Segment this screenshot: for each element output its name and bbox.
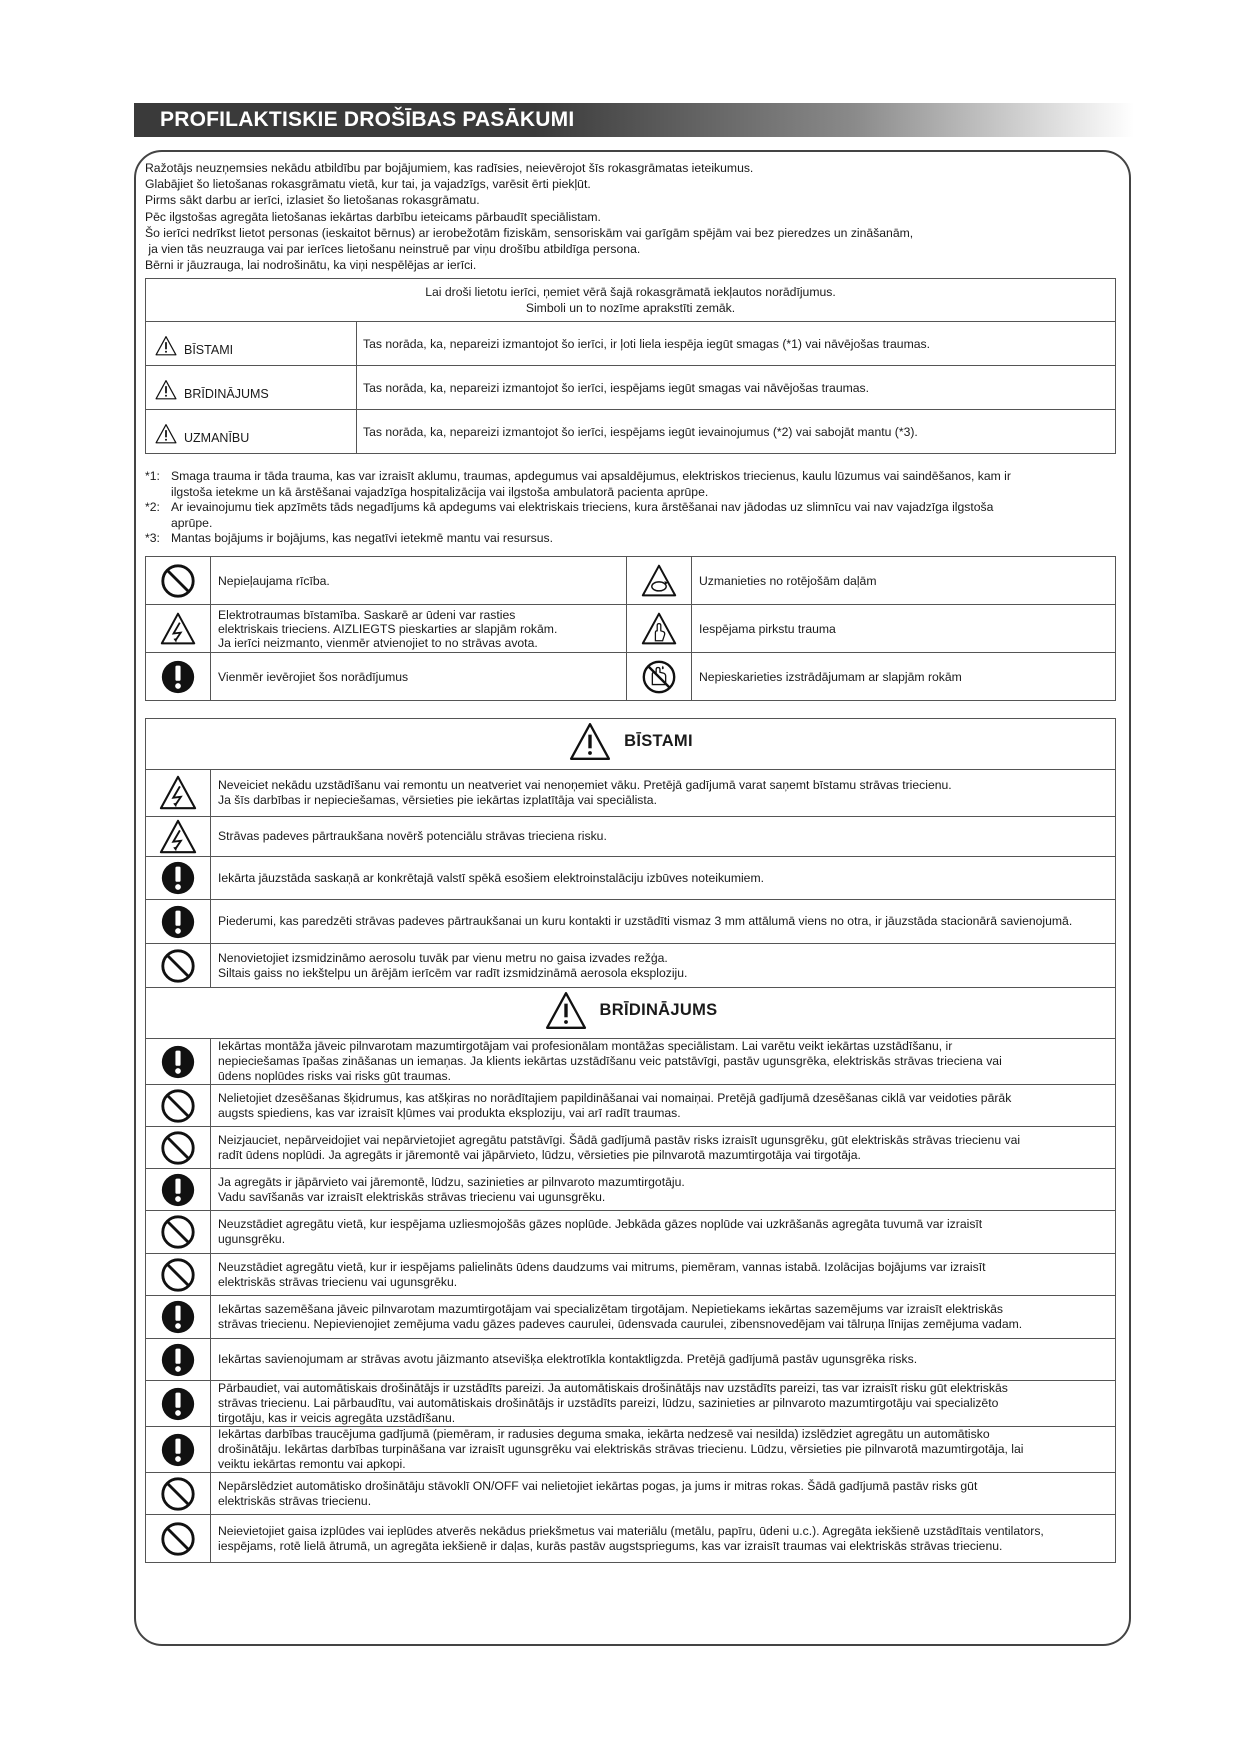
hazard-text-line: strāvas triecienu. Lai pārbaudītu, vai automātiskais drošinātājs ir uzstādīts pareizi, lūdzu, sazinieties ar pilnvaroto mazumtirgotāju vai specializēto [218,1396,999,1410]
mandatory-icon [159,1298,197,1336]
hazard-row [146,1254,1116,1296]
finger-injury-icon [640,611,678,647]
hazard-text-line: Iekārtas savienojumam ar strāvas avotu jāizmanto atsevišķa elektrotīkla kontaktligzda. Pretējā gadījumā pastāv ugunsgrēka risks. [218,1352,918,1366]
footnote-key: *3: [145,531,160,545]
warning-triangle-icon [568,721,612,763]
hazard-row [146,1473,1116,1515]
hazard-icon-cell [146,900,211,944]
hazard-icon-cell [146,1427,211,1473]
hazard-icon-cell [146,770,211,817]
hazard-text [211,1127,1116,1169]
hazard-row [146,770,1116,817]
hazard-text-line: Iekārtas montāža jāveic pilnvarotam mazumtirgotājam vai profesionālam montāžas speciālistam. Lai varētu veikt iekārtas uzstādīšanu, ir [218,1039,953,1053]
hazard-text-line: Pārbaudiet, vai automātiskais drošinātājs ir uzstādīts pareizi. Ja automātiskais drošinātājs nav uzstādīts pareizi, tas var izraisīt risku gūt elektriskās [218,1381,1008,1395]
hazard-text-line: Vadu savīšanās var izraisīt elektriskās strāvas triecienu vai ugunsgrēku. [218,1189,606,1204]
hazard-text-line: Ja agregāts ir jāpārvieto vai jāremontē, lūdzu, sazinieties ar pilnvaroto mazumtirgotāju. [218,1174,685,1189]
hazard-icon-cell [146,817,211,857]
hazard-icon-cell [146,1339,211,1381]
hazard-text-line: Ja šīs darbības ir nepieciešamas, vērsieties pie iekārtas izplatītāja vai speciālista. [218,793,657,807]
hazard-icon-cell [146,1296,211,1339]
intro-line: Pirms sākt darbu ar ierīci, izlasiet šo lietošanas rokasgrāmatu. [145,193,480,208]
hazard-icon-cell [146,1085,211,1127]
hazard-text-line: nepieciešamas īpašas zināšanas un iemaņas. Ja klients iekārtas uzstādīšanu veic patstāvīgi, pastāv ugunsgrēka, elektriskās strāvas trieciena vai [218,1054,1002,1068]
footnote-key: *2: [145,500,160,514]
hazard-icon-cell [146,857,211,900]
hazard-text [211,770,1116,817]
symbol-cell [627,605,692,653]
hazard-row [146,900,1116,944]
legend-header [146,279,1116,322]
mandatory-icon [159,1043,197,1081]
intro-line: Bērni ir jāuzrauga, lai nodrošinātu, ka viņi nespēlējas ar ierīci. [145,258,477,273]
warning-heading [146,988,1116,1039]
hazard-text-line: elektriskās strāvas triecienu. [218,1493,372,1508]
symbol-cell [146,557,211,605]
hazard-text-line: Nenovietojiet izsmidzināmo aerosolu tuvāk par vienu metru no gaisa izvades režģa. [218,950,668,965]
signal-word-legend [145,278,1116,454]
footnote-text: Mantas bojājums ir bojājums, kas negatīvi ietekmē mantu vai resursus. [171,531,554,545]
hazard-text-line: Neuzstādiet agregātu vietā, kur iespējama uzliesmojošās gāzes noplūde. Jebkāda gāzes noplūde vai uzkrāšanās agregāta tuvumā var izraisīt [218,1217,983,1231]
hazard-text-line: elektriskās strāvas triecienu vai ugunsgrēku. [218,1274,458,1289]
symbol-text: Nepieskarieties izstrādājumam ar slapjām rokām [692,653,1116,701]
symbol-text: Uzmanieties no rotējošām daļām [692,557,1116,605]
prohibited-icon [159,562,197,600]
danger-heading [146,719,1116,770]
warning-triangle-icon [154,423,178,445]
rotating-parts-icon [640,563,678,599]
prohibited-icon [159,1256,197,1294]
symbol-text [211,605,627,653]
hazard-text-line: radīt ūdens noplūdi. Ja agregāts ir jāremontē vai jāpārvieto, lūdzu, vērsieties pie pilnvarotā mazumtirgotāja vai tirgotāja. [218,1147,861,1162]
hazard-text [211,1473,1116,1515]
mandatory-icon [159,859,197,897]
mandatory-icon [159,658,197,696]
hazard-text-line: Iekārtas sazemēšana jāveic pilnvarotam mazumtirgotājam vai specializētam tirgotājam. Nepietiekams iekārtas sazemējums var izraisīt elektriskās [218,1302,1004,1316]
section-title-bar [134,103,1134,137]
hazard-row [146,1339,1116,1381]
intro-line: Pēc ilgstošas agregāta lietošanas iekārtas darbību ieteicams pārbaudīt speciālistam. [145,209,601,224]
mandatory-icon [159,1341,197,1379]
hazard-text [211,1339,1116,1381]
hazard-text-line: drošinātāju. Iekārtas darbības turpināšana var izraisīt ugunsgrēku vai elektriskās strāvas triecienu. Lūdzu, vērsieties pie pilnvarotā mazumtirgotāja, lai [218,1442,1024,1456]
danger-heading-text: BĪSTAMI [624,732,693,750]
hazard-text [211,1296,1116,1339]
symbol-cell [627,557,692,605]
legend-label-text: BRĪDINĀJUMS [184,387,269,401]
hazard-text [211,1515,1116,1563]
symbol-text: Nepieļaujama rīcība. [211,557,627,605]
hazard-text-line: Neievietojiet gaisa izplūdes vai ieplūdes atverēs nekādus priekšmetus vai materiālu (metālu, papīru, ūdeni u.c.). Agregāta iekšienē uzstādītais ventilators, [218,1523,1044,1538]
symbol-text: Iespējama pirkstu trauma [692,605,1116,653]
legend-label-text: UZMANĪBU [184,431,250,445]
footnote [145,531,1120,547]
hazard-row [146,1127,1116,1169]
prohibited-icon [159,947,197,985]
hazard-row [146,1296,1116,1339]
prohibited-icon [159,1475,197,1513]
hazard-text-line: Piederumi, kas paredzēti strāvas padeves pārtraukšanai un kuru kontakti ir uzstādīti vismaz 3 mm attālumā viens no otra, ir jāuzstāda stacionārā savienojumā. [218,914,1073,928]
symbol-text: Vienmēr ievērojiet šos norādījumus [211,653,627,701]
footnote-text: aprūpe. [171,515,213,530]
intro-text [145,160,1105,273]
footnote [145,500,1120,531]
hazard-text [211,944,1116,988]
hazard-text-line: Iekārtas darbības traucējuma gadījumā (piemēram, ir radusies deguma smaka, iekārta nedzesē vai nesilda) izslēdziet agregātu un automātisko [218,1427,990,1441]
hazard-icon-cell [146,944,211,988]
hazard-row [146,817,1116,857]
intro-line: Šo ierīci nedrīkst lietot personas (ieskaitot bērnus) ar ierobežotām fiziskām, sensoriskām vai garīgām spējām vai bez pieredzes un zināšanām, [145,225,914,240]
legend-label-warning [146,366,357,410]
electric-shock-icon [159,774,197,812]
hazard-text-line: strāvas triecienu. Nepievienojiet zemējuma vadu gāzes padeves caurulei, ūdensvada caurulei, zibensnovedējam vai tālruņa līnijas zemējuma vadam. [218,1317,1023,1331]
page-title: PROFILAKTISKIE DROŠĪBAS PASĀKUMI [160,108,575,131]
warning-triangle-icon [154,335,178,357]
hazard-text [211,1427,1116,1473]
hazard-row [146,1427,1116,1473]
hazard-text-line: iespējams, rotē lielā ātrumā, un agregāta iekšienē ir daļas, kurās pastāv augstspriegums, kas var izraisīt traumas vai elektriskās strāvas triecienu. [218,1538,1003,1553]
legend-label-text: BĪSTAMI [184,343,234,357]
footnote-key: *1: [145,469,160,483]
symbol-cell [146,653,211,701]
hazard-text-line: Neizjauciet, nepārveidojiet vai nepārvietojiet agregātu patstāvīgi. Šādā gadījumā pastāv risks izraisīt ugunsgrēku, gūt elektriskās strāvas triecienu vai [218,1132,1021,1147]
legend-desc: Tas norāda, ka, nepareizi izmantojot šo ierīci, ir ļoti liela iespēja iegūt smagas (*1) vai nāvējošas traumas. [357,322,1116,366]
hazard-text [211,857,1116,900]
prohibited-icon [159,1520,197,1558]
hazard-row [146,944,1116,988]
symbol-cell [627,653,692,701]
legend-header-line: Simboli un to nozīme aprakstīti zemāk. [525,301,736,315]
legend-desc: Tas norāda, ka, nepareizi izmantojot šo ierīci, iespējams iegūt ievainojumus (*2) vai sabojāt mantu (*3). [357,410,1116,454]
mandatory-icon [159,903,197,941]
hazard-text-line: Nelietojiet dzesēšanas šķidrumus, kas atšķiras no norādītajiem papildināšanai vai nomaiņai. Pretējā gadījumā dzesēšanas ciklā var veidoties pārāk [218,1090,1012,1105]
hazard-row [146,1515,1116,1563]
symbol-text-line: Elektrotraumas bīstamība. Saskarē ar ūdeni var rasties [218,607,516,622]
hazard-icon-cell [146,1254,211,1296]
hazard-row [146,1381,1116,1427]
footnote-text: Smaga trauma ir tāda trauma, kas var izraisīt aklumu, traumas, apdegumus vai apsaldējumus, elektriskos triecienus, kaulu lūzumus vai saindēšanos, kam ir [171,469,1011,483]
hazard-table [145,718,1116,1563]
legend-header-line: Lai droši lietotu ierīci, ņemiet vērā šajā rokasgrāmatā iekļautos norādījumus. [425,285,836,299]
intro-line: Glabājiet šo lietošanas rokasgrāmatu vietā, kur tai, ja vajadzīgs, varēsit ērti piekļūt. [145,177,591,192]
electric-shock-icon [159,818,197,856]
mandatory-icon [159,1385,197,1423]
hazard-text-line: veiktu iekārtas remontu vai apkopi. [218,1457,406,1471]
hazard-text [211,1211,1116,1254]
hazard-icon-cell [146,1381,211,1427]
hazard-icon-cell [146,1515,211,1563]
symbol-text-line: Ja ierīci neizmanto, vienmēr atvienojiet to no strāvas avota. [218,635,538,650]
mandatory-icon [159,1171,197,1209]
footnote-text: Ar ievainojumu tiek apzīmēts tāds negadījums kā apdegums vai elektriskais trieciens, kura ārstēšanai nav jādodas uz slimnīcu vai nav vajadzīga ilgstoša [171,500,994,514]
prohibited-icon [159,1087,197,1125]
hazard-row [146,1169,1116,1211]
symbol-text-line: elektriskais trieciens. AIZLIEGTS pieskarties ar slapjām rokām. [218,621,558,636]
legend-label-caution [146,410,357,454]
intro-line: Ražotājs neuzņemsies nekādu atbildību par bojājumiem, kas radīsies, neievērojot šīs rokasgrāmatas ieteikumus. [145,161,754,175]
hazard-row [146,1039,1116,1085]
footnote [145,469,1120,500]
hazard-text [211,817,1116,857]
no-wet-hands-icon [640,658,678,696]
hazard-row [146,1211,1116,1254]
legend-desc: Tas norāda, ka, nepareizi izmantojot šo ierīci, iespējams iegūt smagas vai nāvējošas traumas. [357,366,1116,410]
hazard-text [211,1169,1116,1211]
footnotes [145,469,1120,547]
footnote-text: ilgstoša ietekme un kā ārstēšanai vajadzīga hospitalizācija vai ilgstoša ambulatorā pacienta aprūpe. [171,484,709,499]
warning-triangle-icon [154,379,178,401]
hazard-text [211,1381,1116,1427]
legend-label-danger [146,322,357,366]
hazard-row [146,857,1116,900]
hazard-text-line: augsts spiediens, kas var izraisīt kļūmes vai produkta eksploziju, vai arī radīt traumas. [218,1105,681,1120]
hazard-icon-cell [146,1039,211,1085]
hazard-text-line: Neuzstādiet agregātu vietā, kur ir iespējams palielināts ūdens daudzums vai mitrums, piemēram, vannas istabā. Izolācijas bojājums var izraisīt [218,1259,986,1274]
warning-heading-text: BRĪDINĀJUMS [599,1001,718,1019]
hazard-row [146,1085,1116,1127]
hazard-text-line: Strāvas padeves pārtraukšana novērš potenciālu strāvas trieciena risku. [218,829,607,843]
hazard-text-line: ūdens noplūdes risks vai risks gūt traumas. [218,1069,452,1083]
hazard-text-line: ugunsgrēku. [218,1232,286,1246]
hazard-text [211,1039,1116,1085]
electric-shock-icon [159,611,197,647]
hazard-icon-cell [146,1473,211,1515]
mandatory-icon [159,1431,197,1469]
symbol-legend [145,556,1116,701]
prohibited-icon [159,1129,197,1167]
hazard-icon-cell [146,1169,211,1211]
hazard-text [211,900,1116,944]
hazard-icon-cell [146,1211,211,1254]
hazard-text [211,1254,1116,1296]
symbol-cell [146,605,211,653]
hazard-text-line: Nepārslēdziet automātisko drošinātāju stāvoklī ON/OFF vai nelietojiet iekārtas pogas, ja jums ir mitras rokas. Šādā gadījumā pastāv risks gūt [218,1478,978,1493]
hazard-text-line: Iekārta jāuzstāda saskaņā ar konkrētajā valstī spēkā esošiem elektroinstalāciju izbūves noteikumiem. [218,870,764,885]
hazard-text-line: Siltais gaiss no iekštelpu un ārējām ierīcēm var radīt izsmidzināmā aerosola eksploziju. [218,965,688,980]
hazard-icon-cell [146,1127,211,1169]
hazard-text-line: tirgotāju, kas ir veicis agregāta uzstādīšanu. [218,1411,456,1425]
hazard-text [211,1085,1116,1127]
hazard-text-line: Neveiciet nekādu uzstādīšanu vai remontu un neatveriet vai nenoņemiet vāku. Pretējā gadījumā varat saņemt bīstamu strāvas triecienu. [218,778,952,792]
warning-triangle-icon [544,990,588,1032]
intro-line: ja vien tās neuzrauga vai par ierīces lietošanu neinstruē par viņu drošību atbildīga persona. [145,242,641,257]
prohibited-icon [159,1213,197,1251]
